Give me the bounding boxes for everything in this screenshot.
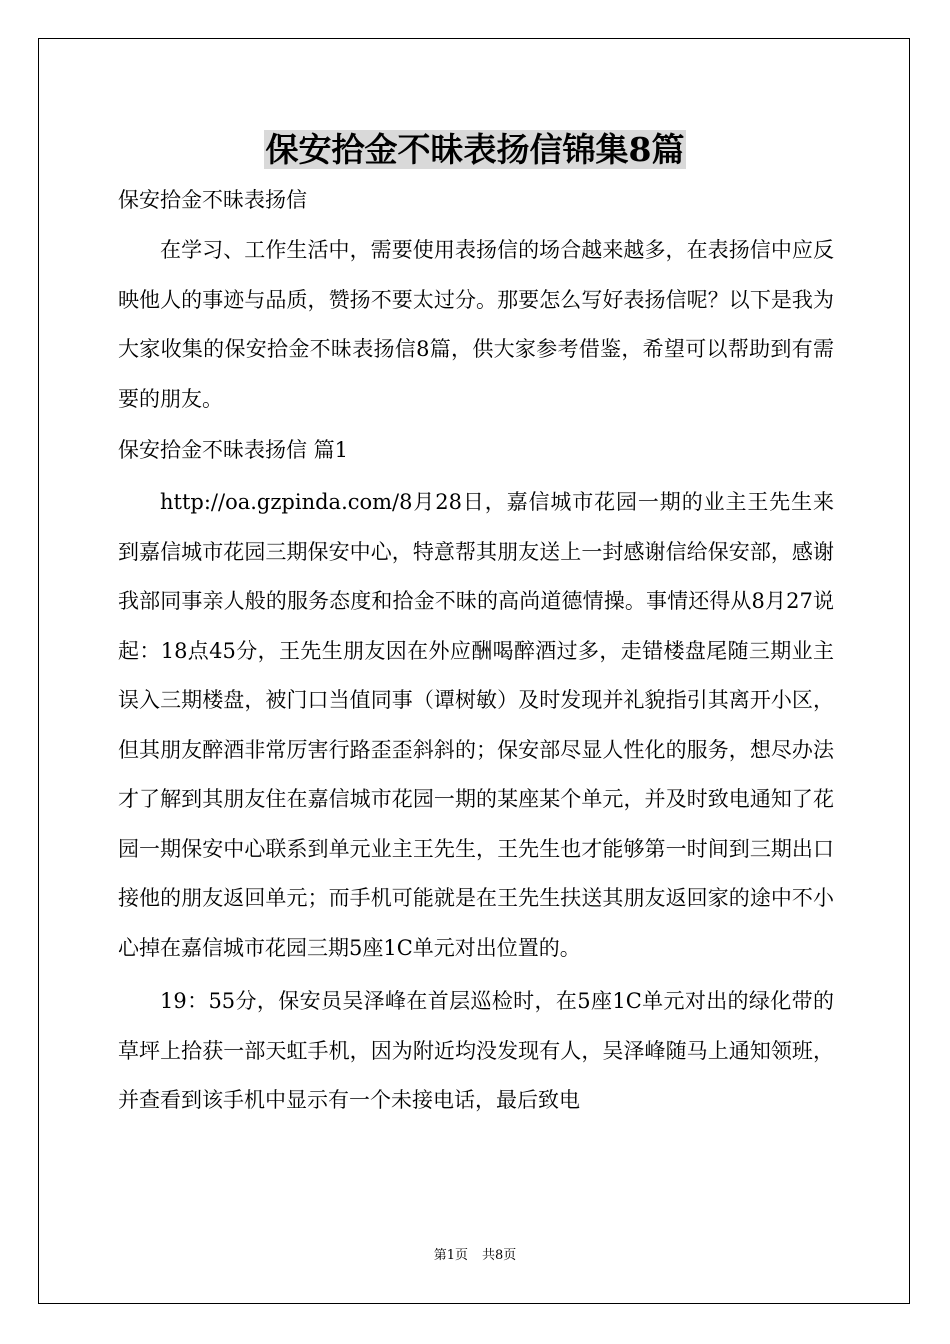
document-body [118, 178, 834, 1126]
intro-paragraph: 在学习、工作生活中，需要使用表扬信的场合越来越多，在表扬信中应反映他人的事迹与品质，赞扬不要太过分。那要怎么写好表扬信呢？以下是我为大家收集的保安拾金不昧表扬信8篇，供大家参考借鉴，希望可以帮助到有需要的朋友。 [118, 238, 834, 411]
page-footer [0, 1246, 950, 1266]
section-heading: 保安拾金不昧表扬信 篇1 [118, 438, 349, 462]
page-number: 第1页 [433, 1248, 468, 1263]
document-title [0, 128, 950, 172]
document-title-text: 保安拾金不昧表扬信锦集8篇 [265, 130, 685, 169]
document-subtitle: 保安拾金不昧表扬信 [118, 188, 307, 212]
page-total: 共8页 [482, 1248, 517, 1263]
section-paragraph: 19：55分，保安员吴泽峰在首层巡检时，在5座1C单元对出的绿化带的草坪上拾获一部天虹手机，因为附近均没发现有人，吴泽峰随马上通知领班，并查看到该手机中显示有一个未接电话，最后致电 [118, 989, 834, 1112]
section-paragraph: http://oa.gzpinda.com/8月28日，嘉信城市花园一期的业主王先生来到嘉信城市花园三期保安中心，特意帮其朋友送上一封感谢信给保安部，感谢我部同事亲人般的服务态度和拾金不昧的高尚道德情操。事情还得从8月27说起：18点45分，王先生朋友因在外应酬喝醉酒过多，走错楼盘尾随三期业主误入三期楼盘，被门口当值同事（谭树敏）及时发现并礼貌指引其离开小区，但其朋友醉酒非常厉害行路歪歪斜斜的；保安部尽显人性化的服务，想尽办法才了解到其朋友住在嘉信城市花园一期的某座某个单元，并及时致电通知了花园一期保安中心联系到单元业主王先生，王先生也才能够第一时间到三期出口接他的朋友返回单元；而手机可能就是在王先生扶送其朋友返回家的途中不小心掉在嘉信城市花园三期5座1C单元对出位置的。 [118, 490, 834, 960]
